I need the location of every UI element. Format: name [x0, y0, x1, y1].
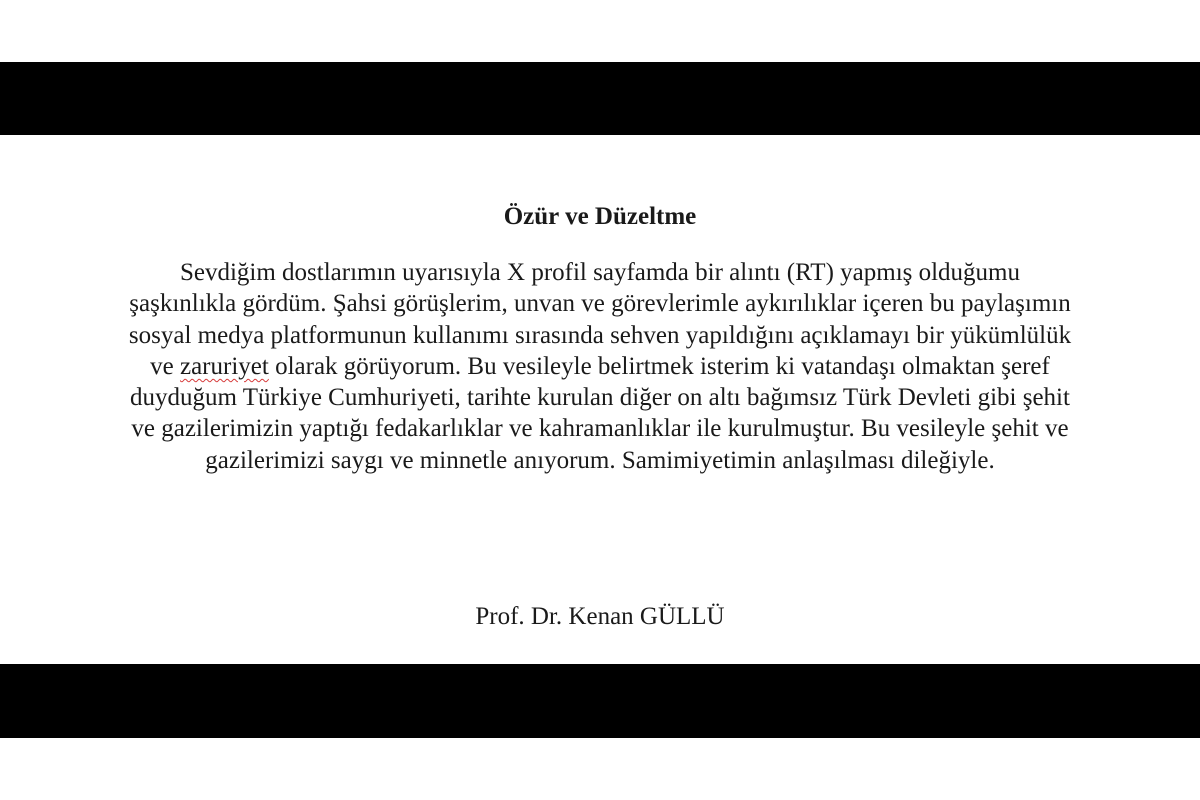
bottom-black-bar: [0, 664, 1200, 738]
signature: Prof. Dr. Kenan GÜLLÜ: [475, 603, 725, 630]
document-title: Özür ve Düzeltme: [503, 203, 697, 230]
body-line-7: gazilerimizi saygı ve minnetle anıyorum. Samimiyetimin anlaşılması dileğiyle.: [205, 446, 995, 474]
document-body: [0, 257, 1200, 476]
body-line-4-end: olarak görüyorum. Bu vesileyle belirtmek isterim ki vatandaşı olmaktan şeref: [268, 352, 1050, 380]
body-line-2: şaşkınlıkla gördüm. Şahsi görüşlerim, unvan ve görevlerimle aykırılıklar içeren bu paylaşımın: [129, 290, 1071, 318]
body-line-6: ve gazilerimizin yaptığı fedakarlıklar ve kahramanlıklar ile kurulmuştur. Bu vesileyle şehit ve: [131, 415, 1069, 443]
top-black-bar: [0, 62, 1200, 135]
body-line-5: duyduğum Türkiye Cumhuriyeti, tarihte kurulan diğer on altı bağımsız Türk Devleti gibi şehit: [130, 384, 1070, 412]
body-line-3: sosyal medya platformunun kullanımı sırasında sehven yapıldığını açıklamayı bir yükümlülük: [128, 321, 1072, 349]
body-line-4: [0, 351, 1200, 382]
body-line-1: Sevdiğim dostlarımın uyarısıyla X profil sayfamda bir alıntı (RT) yapmış olduğumu: [179, 259, 1021, 286]
apology-document: [0, 135, 1200, 664]
spellcheck-flagged-word: zaruriyet: [179, 352, 269, 380]
body-line-4-start: ve: [150, 352, 180, 380]
